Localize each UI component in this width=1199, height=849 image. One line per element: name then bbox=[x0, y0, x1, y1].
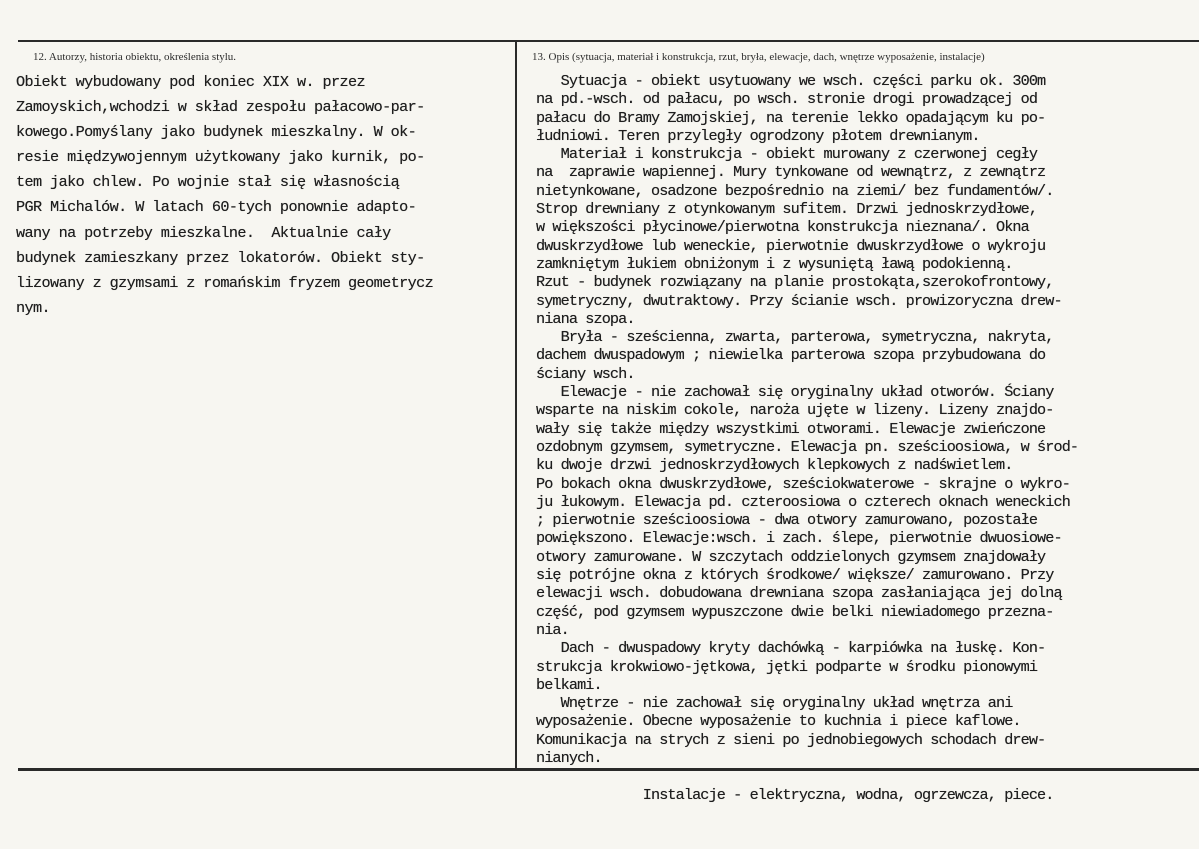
section-12-heading: 12. Autorzy, historia obiektu, określenia stylu. bbox=[33, 51, 237, 63]
description-line: dachem dwuspadowym ; niewielka parterowa szopa przybudowana do bbox=[536, 346, 1046, 365]
description-line: wyposażenie. Obecne wyposażenie to kuchnia i piece kaflowe. bbox=[536, 712, 1021, 731]
section-13-heading: 13. Opis (sytuacja, materiał i konstrukcja, rzut, bryła, elewacje, dach, wnętrze wyposażenie, instalacje) bbox=[532, 51, 985, 63]
history-line: tem jako chlew. Po wojnie stał się własnością bbox=[16, 173, 400, 192]
description-line: Bryła - sześcienna, zwarta, parterowa, symetryczna, nakryta, bbox=[536, 328, 1054, 347]
description-line: nietynkowane, osadzone bezpośrednio na ziemi/ bez fundamentów/. bbox=[536, 181, 1054, 200]
description-line: wały się także między wszystkimi otworami. Elewacje zwieńczone bbox=[536, 419, 1046, 438]
history-line: lizowany z gzymsami z romańskim fryzem geometrycz bbox=[16, 273, 434, 292]
description-line: część, pod gzymsem wypuszczone dwie belki niewiadomego przezna- bbox=[536, 602, 1054, 621]
description-line: Materiał i konstrukcja - obiekt murowany z czerwonej cegły bbox=[536, 145, 1038, 164]
description-text bbox=[536, 72, 1198, 804]
history-text bbox=[16, 70, 516, 321]
description-line: ju łukowym. Elewacja pd. czteroosiowa o czterech oknach weneckich bbox=[536, 492, 1070, 511]
top-rule bbox=[18, 40, 1199, 42]
description-line: Rzut - budynek rozwiązany na planie prostokąta,szerokofrontowy, bbox=[536, 273, 1054, 292]
description-line: powiększono. Elewacje:wsch. i zach. ślepe, pierwotnie dwuosiowe- bbox=[536, 529, 1062, 548]
description-line bbox=[536, 767, 1198, 785]
description-line: się potrójne okna z których środkowe/ większe/ zamurowano. Przy bbox=[536, 566, 1054, 585]
description-line: ozdobnym gzymsem, symetryczne. Elewacja pn. sześcioosiowa, w środ- bbox=[536, 437, 1079, 456]
description-line: na zaprawie wapiennej. Mury tynkowane od wewnątrz, z zewnątrz bbox=[536, 163, 1046, 182]
description-line: Wnętrze - nie zachował się oryginalny układ wnętrza ani bbox=[536, 694, 1013, 713]
history-line: wany na potrzeby mieszkalne. Aktualnie cały bbox=[16, 223, 391, 242]
description-line: ku dwoje drzwi jednoskrzydłowych klepkowych z nadświetlem. bbox=[536, 456, 1013, 475]
description-line: dwuskrzydłowe lub weneckie, pierwotnie dwuskrzydłowe o wykroju bbox=[536, 236, 1046, 255]
description-line: wsparte na niskim cokole, naroża ujęte w lizeny. Lizeny znajdo- bbox=[536, 401, 1054, 420]
description-line: ściany wsch. bbox=[536, 364, 635, 383]
description-line: Komunikacja na strych z sieni po jednobiegowych schodach drew- bbox=[536, 730, 1046, 749]
description-line: symetryczny, dwutraktowy. Przy ścianie wsch. prowizoryczna drew- bbox=[536, 291, 1062, 310]
description-line: niana szopa. bbox=[536, 309, 635, 328]
description-line: Sytuacja - obiekt usytuowany we wsch. części parku ok. 300m bbox=[536, 72, 1046, 90]
description-line: pałacu do Bramy Zamojskiej, na terenie lekko opadającym ku po- bbox=[536, 108, 1046, 127]
description-line: w większości płycinowe/pierwotna konstrukcja nieznana/. Okna bbox=[536, 218, 1029, 237]
description-line: elewacji wsch. dobudowana drewniana szopa zasłaniająca jej dolną bbox=[536, 584, 1062, 603]
description-line: Dach - dwuspadowy kryty dachówką - karpiówka na łuskę. Kon- bbox=[536, 639, 1046, 658]
description-line: strukcja krokwiowo-jętkowa, jętki podparte w środku pionowymi bbox=[536, 657, 1038, 676]
history-line: PGR Michalów. W latach 60-tych ponownie adapto- bbox=[16, 198, 417, 217]
history-line: Obiekt wybudowany pod koniec XIX w. przez bbox=[16, 73, 366, 91]
description-line: nia. bbox=[536, 620, 569, 639]
description-line: Po bokach okna dwuskrzydłowe, sześciokwaterowe - skrajne o wykro- bbox=[536, 474, 1070, 493]
description-line: nianych. bbox=[536, 748, 602, 767]
history-line: nym. bbox=[16, 298, 51, 317]
description-line: Strop drewniany z otynkowanym sufitem. Drzwi jednoskrzydłowe, bbox=[536, 200, 1038, 219]
history-line: resie międzywojennym użytkowany jako kurnik, po- bbox=[16, 148, 425, 167]
description-line: łudniowi. Teren przyległy ogrodzony płotem drewnianym. bbox=[536, 126, 980, 145]
description-line: ; pierwotnie sześcioosiowa - dwa otwory zamurowano, pozostałe bbox=[536, 511, 1038, 530]
description-line: Instalacje - elektryczna, wodna, ogrzewcza, piece. bbox=[536, 785, 1054, 804]
description-line: belkami. bbox=[536, 675, 602, 694]
history-line: Zamoyskich,wchodzi w skład zespołu pałacowo-par- bbox=[16, 98, 425, 117]
history-line: kowego.Pomyślany jako budynek mieszkalny. W ok- bbox=[16, 123, 417, 142]
description-line: Elewacje - nie zachował się oryginalny układ otworów. Ściany bbox=[536, 383, 1054, 402]
description-line: otwory zamurowane. W szczytach oddzielonych gzymsem znajdowały bbox=[536, 547, 1046, 566]
description-line: zamkniętym łukiem obniżonym i z wysuniętą ławą podokienną. bbox=[536, 254, 1013, 273]
description-line: na pd.-wsch. od pałacu, po wsch. stronie drogi prowadzącej od bbox=[536, 90, 1038, 109]
history-line: budynek zamieszkany przez lokatorów. Obiekt sty- bbox=[16, 248, 425, 267]
